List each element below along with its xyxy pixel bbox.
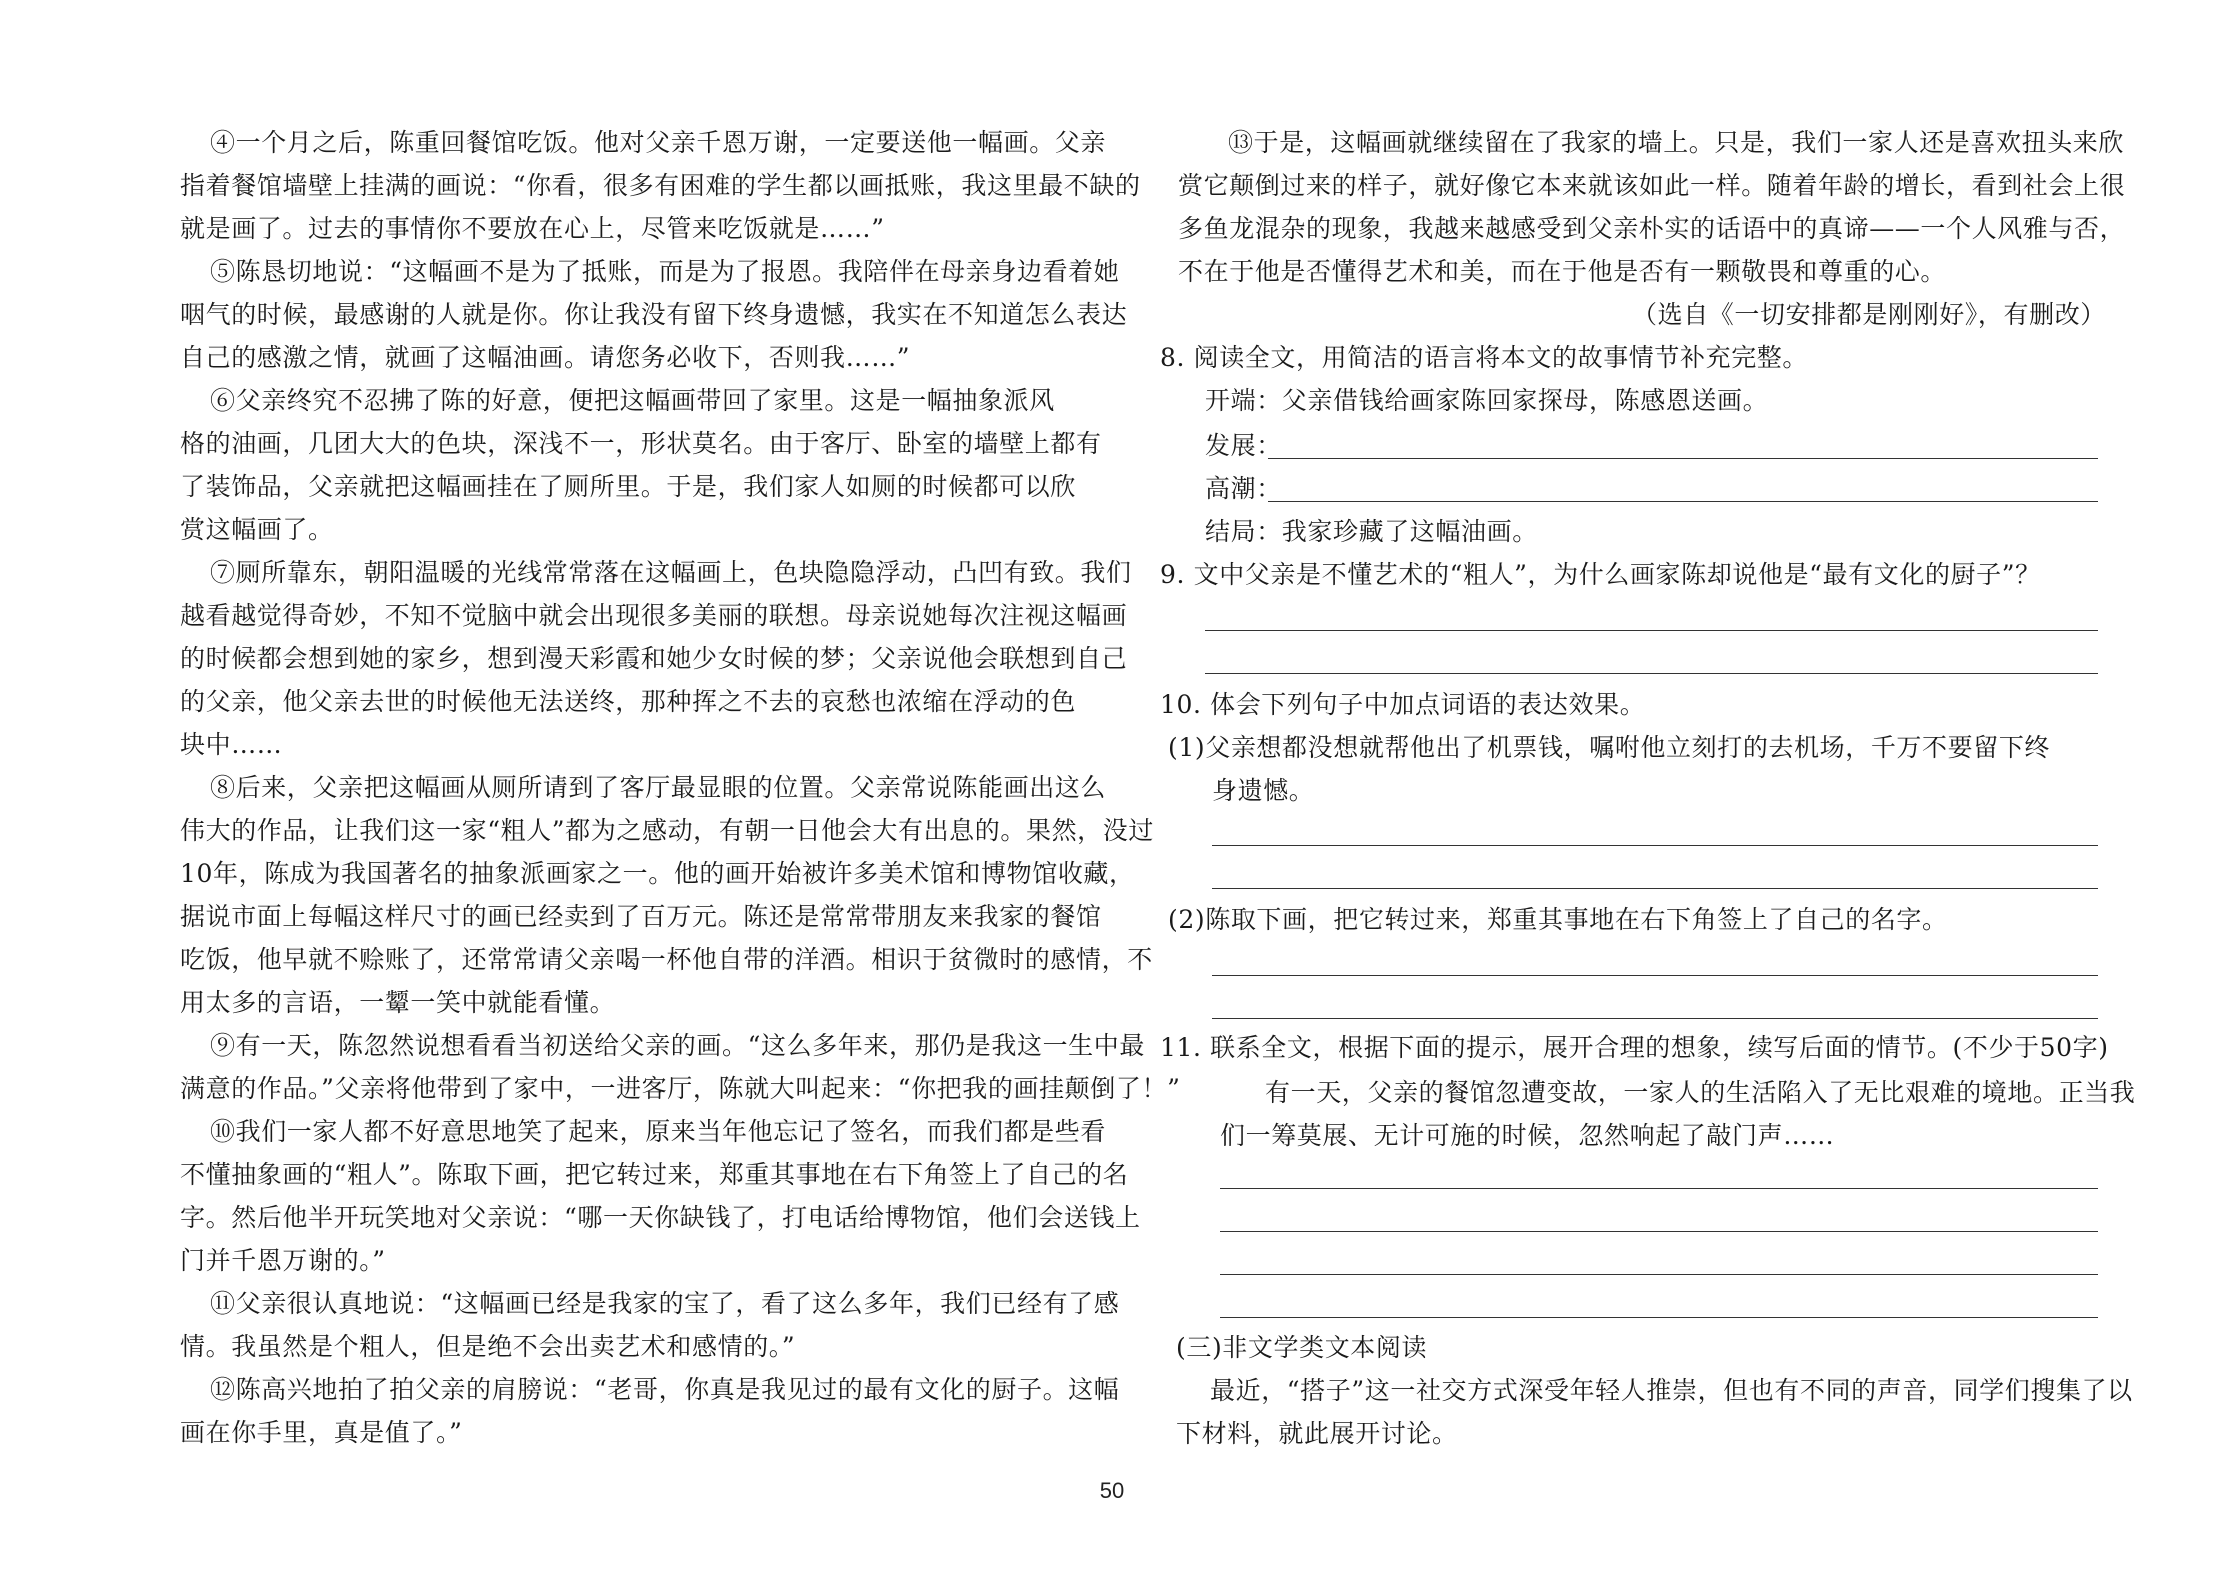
text-line: 了装饰品，父亲就把这幅画挂在了厕所里。于是，我们家人如厕的时候都可以欣 [180, 472, 1077, 501]
q10-sub1-line1: (1)父亲想都没想就帮他出了机票钱，嘱咐他立刻打的去机场，千万不要留下终 [1168, 733, 2051, 762]
answer-line[interactable] [1212, 975, 2098, 976]
text-line: 越看越觉得奇妙，不知不觉脑中就会出现很多美丽的联想。母亲说她每次注视这幅画 [180, 601, 1128, 630]
text-line: ④一个月之后，陈重回餐馆吃饭。他对父亲千恩万谢，一定要送他一幅画。父亲 [210, 128, 1107, 157]
text-line: ⑧后来，父亲把这幅画从厕所请到了客厅最显眼的位置。父亲常说陈能画出这么 [210, 773, 1107, 802]
text-line: 伟大的作品，让我们这一家“粗人”都为之感动，有朝一日他会大有出息的。果然，没过 [180, 816, 1154, 845]
question-8-prompt: 8. 阅读全文，用简洁的语言将本文的故事情节补充完整。 [1160, 343, 1809, 372]
q11-hint-line1: 有一天，父亲的餐馆忽遭变故，一家人的生活陷入了无比艰难的境地。正当我 [1265, 1078, 2136, 1107]
text-line: 就是画了。过去的事情你不要放在心上，尽管来吃饭就是……” [180, 214, 885, 243]
question-10-prompt: 10. 体会下列句子中加点词语的表达效果。 [1160, 690, 1646, 719]
q8-development-label: 发展： [1205, 431, 1282, 460]
q8-ending: 结局：我家珍藏了这幅油画。 [1205, 517, 1538, 546]
answer-line[interactable] [1220, 1188, 2098, 1189]
text-line: ⑩我们一家人都不好意思地笑了起来，原来当年他忘记了签名，而我们都是些看 [210, 1117, 1107, 1146]
answer-line[interactable] [1268, 458, 2098, 459]
q10-sub1-line2: 身遗憾。 [1212, 776, 1315, 805]
q8-climax-label: 高潮： [1205, 474, 1282, 503]
text-line: 赏这幅画了。 [180, 515, 334, 544]
text-line: ⑦厕所靠东，朝阳温暖的光线常常落在这幅画上，色块隐隐浮动，凸凹有致。我们 [210, 558, 1132, 587]
question-11-prompt: 11. 联系全文，根据下面的提示，展开合理的想象，续写后面的情节。(不少于50字) [1160, 1033, 2109, 1062]
text-line: 块中…… [180, 730, 283, 759]
page-number: 50 [1099, 1478, 1125, 1503]
answer-line[interactable] [1205, 630, 2098, 631]
section-3-heading: (三)非文学类文本阅读 [1176, 1333, 1428, 1362]
answer-line[interactable] [1220, 1231, 2098, 1232]
text-line: 不在于他是否懂得艺术和美，而在于他是否有一颗敬畏和尊重的心。 [1178, 257, 1947, 286]
text-line: ⑤陈恳切地说：“这幅画不是为了抵账，而是为了报恩。我陪伴在母亲身边看着她 [210, 257, 1120, 286]
text-line: 格的油画，几团大大的色块，深浅不一，形状莫名。由于客厅、卧室的墙壁上都有 [180, 429, 1102, 458]
text-line: 不懂抽象画的“粗人”。陈取下画，把它转过来，郑重其事地在右下角签上了自己的名 [180, 1160, 1129, 1189]
answer-line[interactable] [1212, 845, 2098, 846]
answer-line[interactable] [1220, 1317, 2098, 1318]
section-3-intro-line2: 下材料，就此展开讨论。 [1176, 1419, 1458, 1448]
text-line: 自己的感激之情，就画了这幅油画。请您务必收下，否则我……” [180, 343, 911, 372]
answer-line[interactable] [1205, 673, 2098, 674]
q10-sub2: (2)陈取下画，把它转过来，郑重其事地在右下角签上了自己的名字。 [1168, 905, 1948, 934]
answer-line[interactable] [1212, 888, 2098, 889]
text-line: 据说市面上每幅这样尺寸的画已经卖到了百万元。陈还是常常带朋友来我家的餐馆 [180, 902, 1102, 931]
text-line: 字。然后他半开玩笑地对父亲说：“哪一天你缺钱了，打电话给博物馆，他们会送钱上 [180, 1203, 1141, 1232]
q11-hint-line2: 们一筹莫展、无计可施的时候，忽然响起了敲门声…… [1220, 1121, 1835, 1150]
section-3-intro-line1: 最近，“搭子”这一社交方式深受年轻人推崇，但也有不同的声音，同学们搜集了以 [1210, 1376, 2133, 1405]
answer-line[interactable] [1220, 1274, 2098, 1275]
text-line: ⑥父亲终究不忍拂了陈的好意，便把这幅画带回了家里。这是一幅抽象派风 [210, 386, 1055, 415]
text-line: ⑬于是，这幅画就继续留在了我家的墙上。只是，我们一家人还是喜欢扭头来欣 [1228, 128, 2125, 157]
q8-start: 开端：父亲借钱给画家陈回家探母，陈感恩送画。 [1205, 386, 1769, 415]
text-line: 的时候都会想到她的家乡，想到漫天彩霞和她少女时候的梦；父亲说他会联想到自己 [180, 644, 1128, 673]
text-line: 吃饭，他早就不赊账了，还常常请父亲喝一杯他自带的洋酒。相识于贫微时的感情，不 [180, 945, 1153, 974]
text-line: 画在你手里，真是值了。” [180, 1418, 463, 1447]
text-line: ⑨有一天，陈忽然说想看看当初送给父亲的画。“这么多年来，那仍是我这一生中最 [210, 1031, 1145, 1060]
question-9-prompt: 9. 文中父亲是不懂艺术的“粗人”，为什么画家陈却说他是“最有文化的厨子”？ [1160, 560, 2041, 589]
text-line: 用太多的言语，一颦一笑中就能看懂。 [180, 988, 616, 1017]
text-line: 多鱼龙混杂的现象，我越来越感受到父亲朴实的话语中的真谛——一个人风雅与否， [1178, 214, 2126, 243]
text-line: 咽气的时候，最感谢的人就是你。你让我没有留下终身遗憾，我实在不知道怎么表达 [180, 300, 1128, 329]
text-line: 满意的作品。”父亲将他带到了家中，一进客厅，陈就大叫起来：“你把我的画挂颠倒了！” [180, 1074, 1181, 1103]
answer-line[interactable] [1268, 501, 2098, 502]
text-line: ⑫陈高兴地拍了拍父亲的肩膀说：“老哥，你真是我见过的最有文化的厨子。这幅 [210, 1375, 1120, 1404]
text-line: 指着餐馆墙壁上挂满的画说：“你看，很多有困难的学生都以画抵账，我这里最不缺的 [180, 171, 1141, 200]
text-line: 情。我虽然是个粗人，但是绝不会出卖艺术和感情的。” [180, 1332, 796, 1361]
text-line: 10年，陈成为我国著名的抽象派画家之一。他的画开始被许多美术馆和博物馆收藏， [180, 859, 1135, 888]
text-line: 门并千恩万谢的。” [180, 1246, 386, 1275]
text-line: 赏它颠倒过来的样子，就好像它本来就该如此一样。随着年龄的增长，看到社会上很 [1178, 171, 2126, 200]
source-citation: （选自《一切安排都是刚刚好》，有删改） [1632, 300, 2106, 329]
text-line: ⑪父亲很认真地说：“这幅画已经是我家的宝了，看了这么多年，我们已经有了感 [210, 1289, 1120, 1318]
answer-line[interactable] [1212, 1018, 2098, 1019]
text-line: 的父亲，他父亲去世的时候他无法送终，那种挥之不去的哀愁也浓缩在浮动的色 [180, 687, 1077, 716]
